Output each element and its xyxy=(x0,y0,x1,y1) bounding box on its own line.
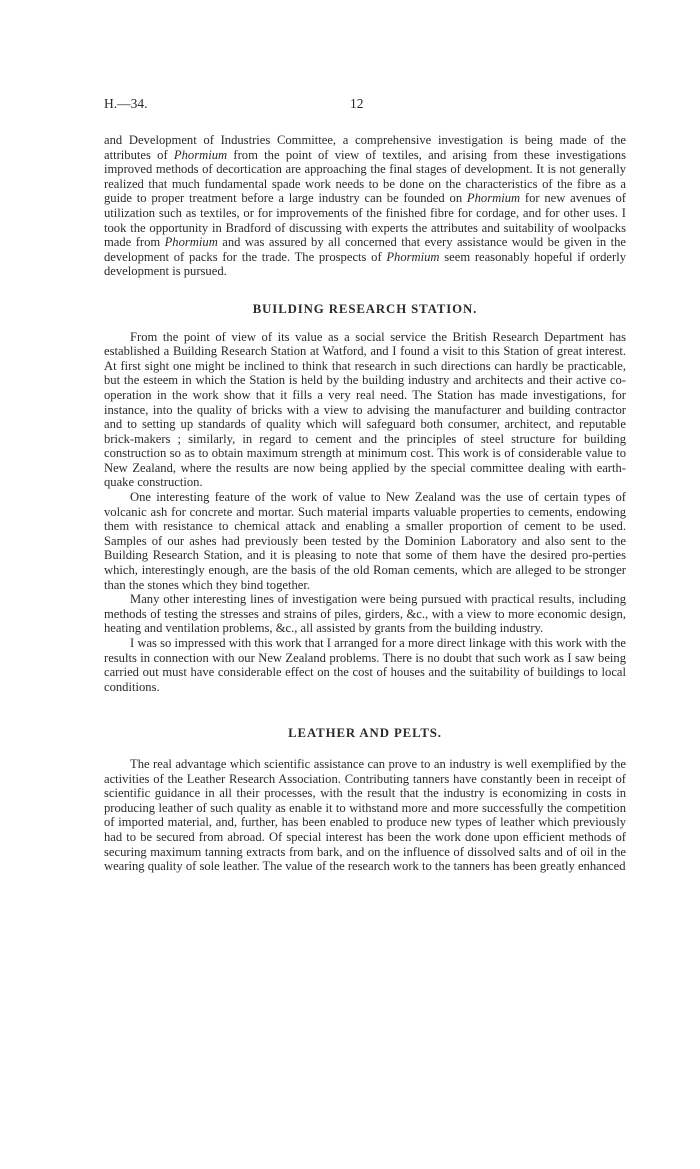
page-header xyxy=(104,96,624,116)
section-heading-building-research: BUILDING RESEARCH STATION. xyxy=(252,301,478,316)
section-heading-leather-pelts: LEATHER AND PELTS. xyxy=(288,726,442,741)
page-number: 12 xyxy=(350,96,364,111)
italic-term: Phormium xyxy=(164,235,218,250)
italic-term: Phormium xyxy=(466,191,521,206)
text-run: and Development of Industries Committee, a comprehensive investigation is being made of the attributes of xyxy=(104,133,626,162)
document-reference: H.—34. xyxy=(104,96,148,111)
italic-term: Phormium xyxy=(386,249,440,264)
leather-paragraph-1: The real advantage which scientific assistance can prove to an industry is well exemplified by the activities of the Leather Research Association. Contributing tanners have constantly been in receipt of scientific guidance in all their processes, with the result that the industry is economizing in costs in producing leather of such quality as enable it to withstand more and more successfully the competition of imported material, and, further, has been enabled to produce new types of leather which previously had to be secured from abroad. Of special interest has been the work done upon efficient methods of securing maximum tanning extracts from bark, and on the influence of dissolved salts and of oil in the wearing quality of sole leather. The value of the research work to the tanners has been greatly enhanced xyxy=(104,756,626,874)
building-paragraph-4: I was so impressed with this work that I arranged for a more direct linkage with this work with the results in connection with our New Zealand problems. There is no doubt that such work as I saw being carried out must have considerable effect on the cost of houses and the suitability of buildings to local conditions. xyxy=(104,636,626,694)
text-run: seem reasonably hopeful if orderly development is pursued. xyxy=(104,249,627,279)
building-paragraph-3: Many other interesting lines of investigation were being pursued with practical results, including methods of testing the stresses and strains of piles, girders, &c., with a view to more economic design, heating and ventilation problems, &c., all assisted by grants from the building industry. xyxy=(104,592,626,636)
text-run: from the point of view of textiles, and arising from these investigations improved methods of decortication are approaching the final stages of development. It is not generally realized that much fundamental spade work needs to be done on the characteristics of the fibre as a guide to proper treatment before a large industry can be founded on xyxy=(104,147,626,206)
building-paragraph-1: From the point of view of its value as a social service the British Research Department has established a Building Research Station at Watford, and I found a visit to this Station of great interest. At first sight one might be inclined to think that research in such directions can hardly be practicable, but the esteem in which the Station is held by the building industry and architects and their active co-operation in the work show that it fills a very real need. The Station has made investigations, for instance, into the quality of bricks with a view to advising the manufacturer and building contractor and to setting up standards of quality which will safeguard both consumer, architect, and reputable brick-makers ; similarly, in regard to cement and the principles of steel structure for building construction so as to obtain maximum strength at minimum cost. This work is of considerable value to New Zealand, where the results are now being applied by the special committee dealing with earth-quake construction. xyxy=(104,329,626,490)
body-text xyxy=(104,133,626,874)
intro-paragraph xyxy=(104,133,626,279)
text-run: for new avenues of utilization such as textiles, or for improvements of the finished fibre for cordage, and for other uses. I took the opportunity in Bradford of discussing with experts the attributes and suitability of woolpacks made from xyxy=(104,191,626,250)
italic-term: Phormium xyxy=(173,147,228,162)
building-paragraph-2: One interesting feature of the work of value to New Zealand was the use of certain types of volcanic ash for concrete and mortar. Such material imparts valuable properties to cements, endowing them with resistance to chemical attack and enabling a smaller proportion of cement to be used. Samples of our ashes had previously been tested by the Dominion Laboratory and also sent to the Building Research Station, and it is pleasing to note that some of them have the desired pro-perties which, interestingly enough, are the basis of the old Roman cements, which are alleged to be stronger than the stones which they bind together. xyxy=(104,490,626,592)
text-run: and was assured by all concerned that every assistance would be given in the development of packs for the trade. The prospects of xyxy=(104,235,626,264)
